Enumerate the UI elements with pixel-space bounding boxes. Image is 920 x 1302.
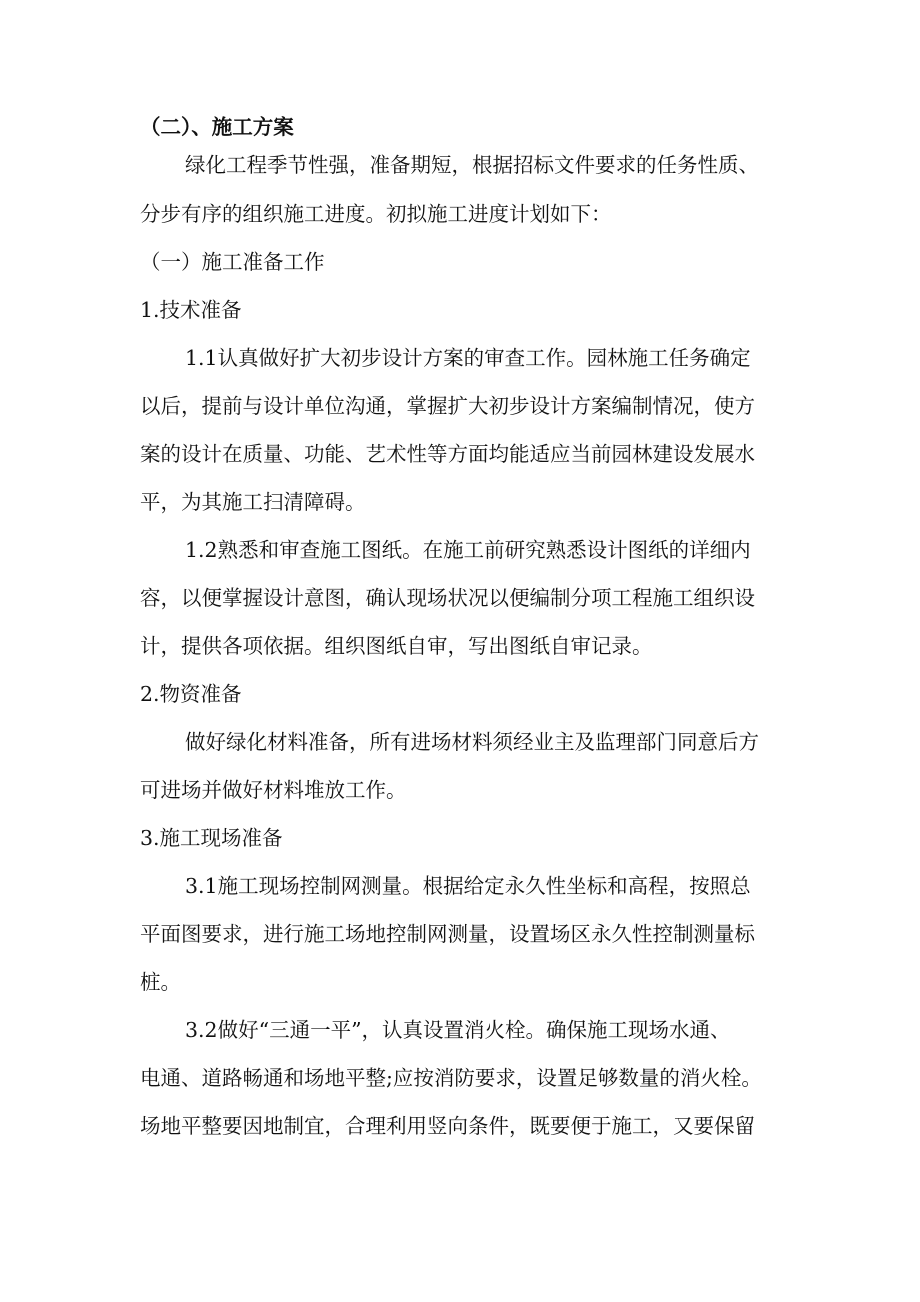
paragraph-3-1-line-3: 桩。 [140, 970, 181, 994]
intro-line-2: 分步有序的组织施工进度。初拟施工进度计划如下： [140, 202, 612, 226]
paragraph-2-line-1: 做好绿化材料准备，所有进场材料须经业主及监理部门同意后方 [185, 730, 759, 754]
heading-technical-prep: 1.技术准备 [140, 298, 242, 322]
heading-material-prep: 2.物资准备 [140, 682, 242, 706]
paragraph-1-1-line-3: 案的设计在质量、功能、艺术性等方面均能适应当前园林建设发展水 [140, 442, 755, 466]
paragraph-3-2-line-3: 场地平整要因地制宜，合理利用竖向条件，既要便于施工，又要保留 [140, 1114, 755, 1138]
paragraph-3-1-line-2: 平面图要求，进行施工场地控制网测量，设置场区永久性控制测量标 [140, 922, 755, 946]
paragraph-1-1-line-2: 以后，提前与设计单位沟通，掌握扩大初步设计方案编制情况，使方 [140, 394, 755, 418]
paragraph-3-2-line-2: 电通、道路畅通和场地平整;应按消防要求，设置足够数量的消火栓。 [140, 1066, 762, 1090]
heading-site-prep: 3.施工现场准备 [140, 826, 283, 850]
paragraph-2-line-2: 可进场并做好材料堆放工作。 [140, 778, 407, 802]
paragraph-3-1-line-1: 3.1施工现场控制网测量。根据给定永久性坐标和高程，按照总 [185, 874, 751, 898]
paragraph-1-1-line-4: 平，为其施工扫清障碍。 [140, 490, 366, 514]
intro-line-1: 绿化工程季节性强，准备期短，根据招标文件要求的任务性质、 [185, 153, 759, 177]
paragraph-1-1-line-1: 1.1认真做好扩大初步设计方案的审查工作。园林施工任务确定 [185, 346, 751, 370]
paragraph-1-2-line-2: 容，以便掌握设计意图，确认现场状况以便编制分项工程施工组织设 [140, 586, 755, 610]
section-heading: （二）、施工方案 [140, 115, 294, 139]
paragraph-1-2-line-3: 计，提供各项依据。组织图纸自审，写出图纸自审记录。 [140, 634, 653, 658]
sub-heading: （一）施工准备工作 [140, 250, 325, 274]
paragraph-1-2-line-1: 1.2熟悉和审查施工图纸。在施工前研究熟悉设计图纸的详细内 [185, 538, 751, 562]
paragraph-3-2-line-1: 3.2做好“三通一平”，认真设置消火栓。确保施工现场水通、 [185, 1018, 731, 1042]
